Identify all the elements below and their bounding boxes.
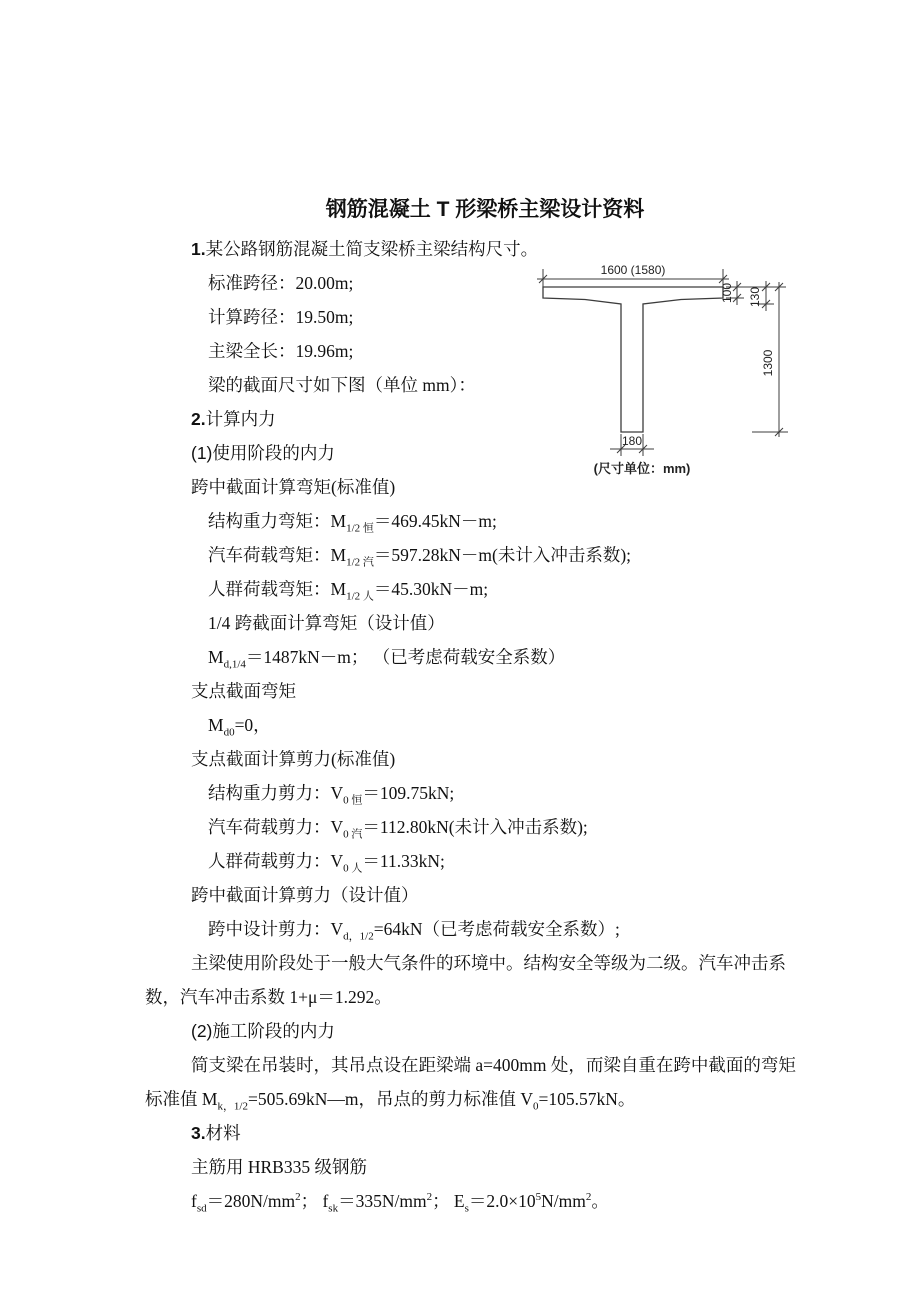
dimension-1300 <box>775 282 783 437</box>
doc-line: 1.某公路钢筋混凝土简支梁桥主梁结构尺寸。 <box>191 239 539 259</box>
doc-line: 支点截面弯矩 <box>191 681 296 701</box>
doc-line: 2.计算内力 <box>191 409 276 429</box>
doc-line: 梁的截面尺寸如下图（单位 mm）： <box>208 375 476 395</box>
doc-line: 3.材料 <box>191 1123 241 1143</box>
doc-line: 跨中设计剪力：$V_{d,1/2}=64kN$（已考虑荷载安全系数）; <box>208 919 620 943</box>
t-beam-diagram <box>530 256 800 486</box>
doc-line: 支点截面计算剪力(标准值) <box>191 749 396 769</box>
doc-line: 人群荷载弯矩：$M_{1/2 人}=45.30kN-m$; <box>208 579 489 603</box>
doc-line: 跨中截面计算剪力（设计值） <box>191 885 419 905</box>
doc-line: 跨中截面计算弯矩(标准值) <box>191 477 396 497</box>
doc-line: $M_{d0}=0$， <box>208 715 271 739</box>
doc-line: 数，汽车冲击系数 1+μ＝1.292。 <box>145 987 392 1007</box>
doc-line: 汽车荷载剪力：$V_{0 汽}=112.80kN$(未计入冲击系数); <box>208 817 588 841</box>
dim-label-flange-edge-thickness: 100 <box>720 282 734 304</box>
doc-line: 汽车荷载弯矩：$M_{1/2 汽}=597.28kN-m$(未计入冲击系数); <box>208 545 632 569</box>
page-title: 钢筋混凝土 T 形梁桥主梁设计资料 <box>325 198 645 221</box>
doc-line: $f_{sd}=280N/mm^2$； $f_{sk}=335N/mm^2$； $E_s=2.0\times 10^5N/mm^2$。 <box>191 1191 609 1215</box>
doc-line: 人群荷载剪力：$V_{0 人}=11.33kN$; <box>208 851 445 875</box>
doc-line: $M_{d,1/4}=1487kN-m$； （已考虑荷载安全系数） <box>208 647 566 671</box>
doc-line: 简支梁在吊装时，其吊点设在距梁端 a=400mm 处，而梁自重在跨中截面的弯矩 <box>191 1055 796 1075</box>
dim-label-flange-width: 1600 (1580) <box>600 263 666 277</box>
doc-line: 结构重力剪力：$V_{0 恒}=109.75kN$; <box>208 783 455 807</box>
doc-line: 计算跨径：19.50m; <box>208 307 354 327</box>
dimension-100 <box>733 281 741 305</box>
dim-label-flange-fillet-thickness: 130 <box>748 286 762 308</box>
t-beam-section-figure <box>530 256 800 486</box>
dim-label-web-width: 180 <box>621 434 643 448</box>
doc-line: 标准跨径：20.00m; <box>208 273 354 293</box>
doc-line: 主梁全长：19.96m; <box>208 341 354 361</box>
doc-line: (2)施工阶段的内力 <box>191 1021 335 1041</box>
doc-line: 1/4 跨截面计算弯矩（设计值） <box>208 613 445 633</box>
doc-line: 主梁使用阶段处于一般大气条件的环境中。结构安全等级为二级。汽车冲击系 <box>191 953 786 973</box>
doc-line: (1)使用阶段的内力 <box>191 443 335 463</box>
doc-line: 结构重力弯矩：$M_{1/2 恒}=469.45kN-m$; <box>208 511 497 535</box>
doc-line: 标准值 $M_{k,1/2}=505.69kN—m$，吊点的剪力标准值 $V_0=105.57kN$。 <box>145 1089 636 1113</box>
dim-label-beam-height: 1300 <box>761 349 775 377</box>
figure-caption: (尺寸单位：mm) <box>593 461 691 476</box>
dimension-130 <box>762 281 770 311</box>
t-beam-outline <box>543 287 723 432</box>
doc-line: 主筋用 HRB335 级钢筋 <box>191 1157 367 1177</box>
